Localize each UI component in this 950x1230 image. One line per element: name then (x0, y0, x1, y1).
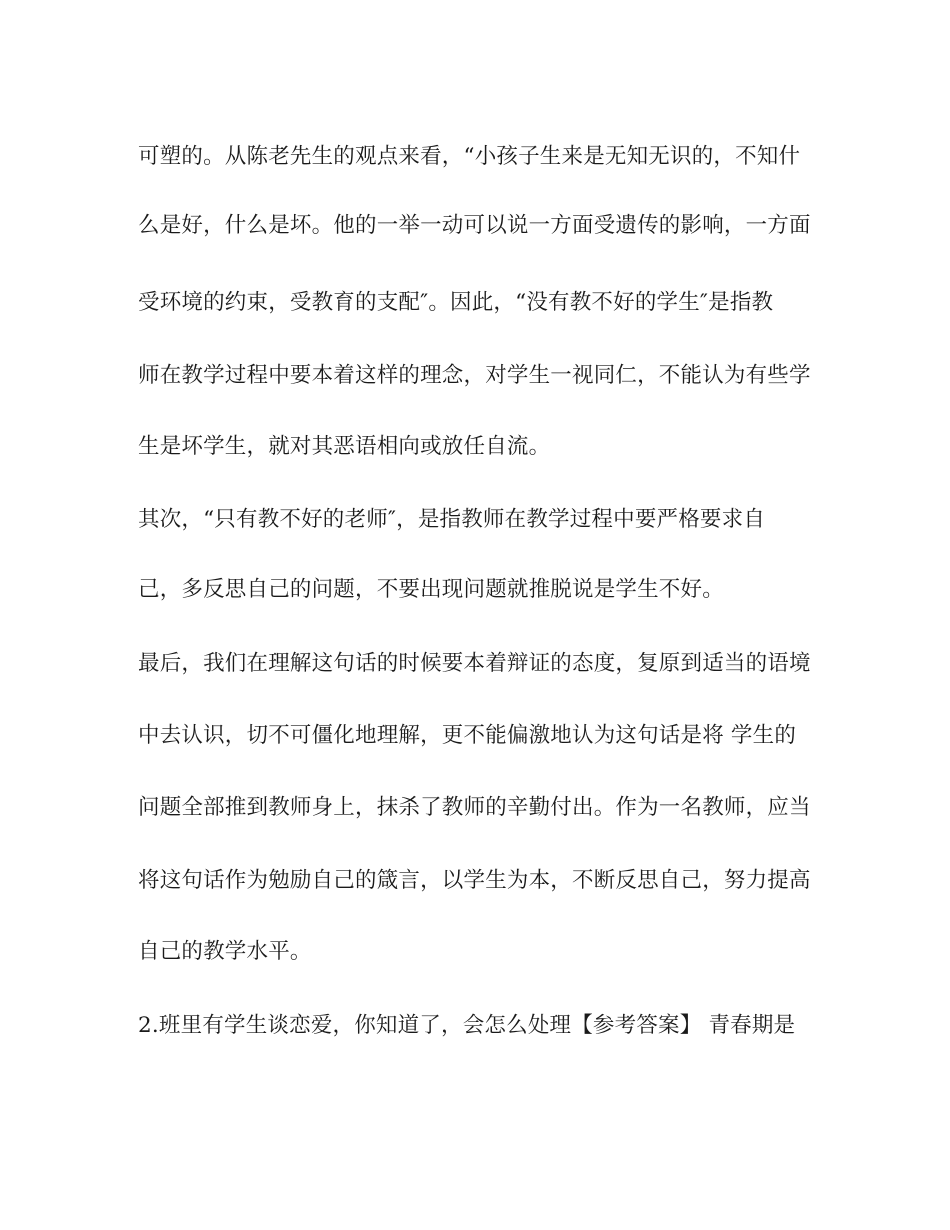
text-line: 最后，我们在理解这句话的时候要本着辩证的态度，复原到适当的语境 (138, 651, 811, 676)
text-line: 2.班里有学生谈恋爱，你知道了，会怎么处理【参考答案】 青春期是 (138, 1013, 796, 1038)
text-line: 中去认识，切不可僵化地理解，更不能偏激地认为这句话是将 学生的 (138, 723, 797, 748)
text-line: 生是坏学生，就对其恶语相向或放任自流。 (138, 434, 551, 459)
text-line: 自己的教学水平。 (138, 939, 312, 964)
text-line: 可塑的。从陈老先生的观点来看，“小孩子生来是无知无识的，不知什 (138, 144, 801, 169)
text-line: 其次，“只有教不好的老师″，是指教师在教学过程中要严格要求自 (138, 507, 766, 532)
text-line: 受环境的约束，受教育的支配″。因此，“没有教不好的学生″是指教 (138, 290, 774, 315)
text-line: 么是好，什么是坏。他的一举一动可以说一方面受遗传的影响，一方面 (138, 213, 811, 238)
text-line: 己，多反思自己的问题，不要出现问题就推脱说是学生不好。 (138, 577, 724, 602)
text-line: 问题全部推到教师身上，抹杀了教师的辛勤付出。作为一名教师，应当 (138, 795, 811, 820)
text-line: 将这句话作为勉励自己的箴言，以学生为本，不断反思自己，努力提高 (138, 868, 811, 893)
text-line: 师在教学过程中要本着这样的理念，对学生一视同仁，不能认为有些学 (138, 363, 811, 388)
